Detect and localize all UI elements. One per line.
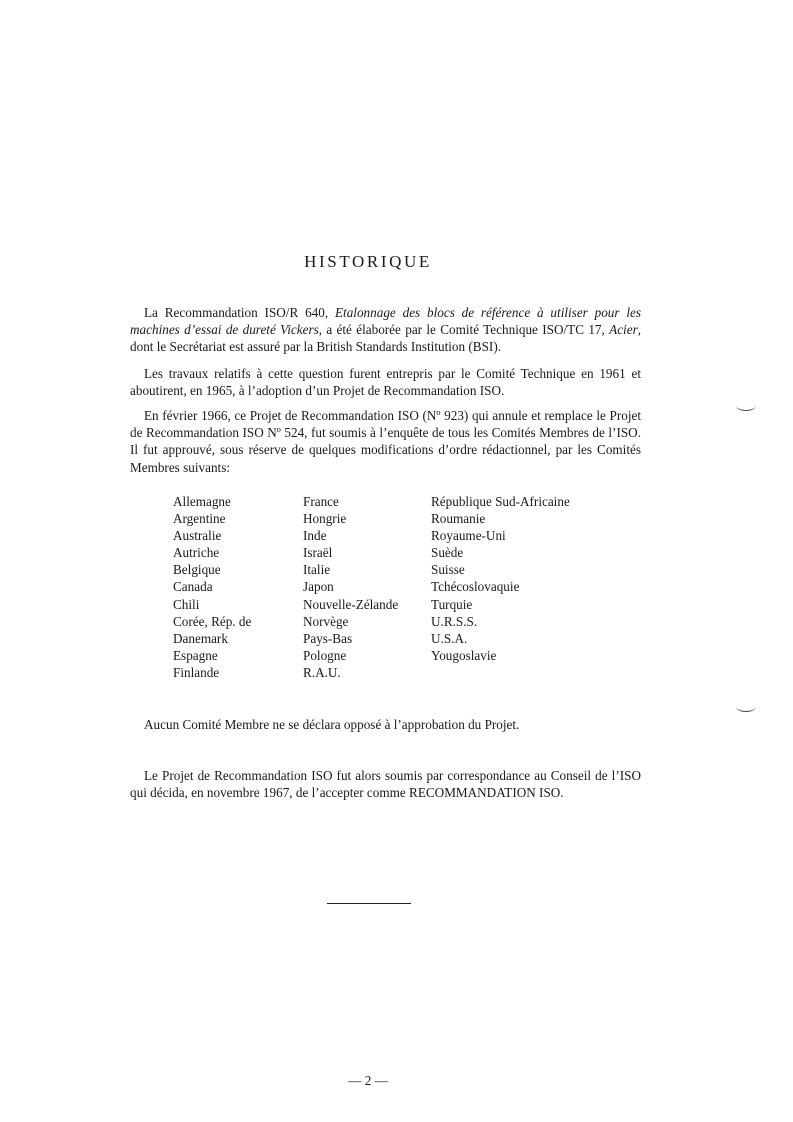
country-item: Hongrie — [303, 511, 347, 527]
country-item: Tchécoslovaquie — [431, 579, 520, 595]
country-item: Suisse — [431, 562, 465, 578]
country-item: Inde — [303, 528, 327, 544]
section-divider — [327, 903, 411, 904]
margin-mark — [736, 400, 756, 411]
country-item: Allemagne — [173, 494, 231, 509]
page-number: — 2 — — [348, 1073, 388, 1088]
page-title: HISTORIQUE — [304, 252, 432, 271]
country-item: Danemark — [173, 630, 228, 646]
country-column-2 — [303, 493, 398, 681]
country-item: Nouvelle-Zélande — [303, 596, 399, 612]
country-item: Japon — [303, 579, 334, 595]
country-item: Royaume-Uni — [431, 528, 506, 544]
country-item: Yougoslavie — [431, 647, 497, 663]
country-item: Chili — [173, 596, 200, 612]
country-item: Autriche — [173, 545, 220, 561]
paragraph-aucun-oppose: Aucun Comité Membre ne se déclara opposé à l’approbation du Projet. — [144, 717, 520, 732]
country-item: Pologne — [303, 647, 347, 663]
para1-text-a: La Recommandation ISO/R 640, — [144, 305, 335, 320]
country-item: France — [303, 494, 339, 509]
paragraph-recommendation — [130, 304, 641, 356]
country-item: Suède — [431, 545, 464, 561]
para1-italic-title: Etalonnage des blocs de référence à utiliser pour les machines d’essai de dureté Vickers — [130, 305, 641, 338]
para1-text-b: , a été élaborée par le Comité Technique ISO/TC 17, — [318, 322, 610, 338]
country-item: Belgique — [173, 562, 221, 578]
country-list — [173, 493, 633, 683]
paragraph-conseil: Le Projet de Recommandation ISO fut alors soumis par correspondance au Conseil de l’ISO qui décida, en novembre 1967, de l’accepter comme RECOMMANDATION ISO. — [130, 768, 641, 801]
country-item: République Sud-Africaine — [431, 494, 570, 509]
country-item: Pays-Bas — [303, 630, 353, 646]
country-item: Espagne — [173, 647, 218, 663]
country-item: Canada — [173, 579, 213, 595]
country-item: Israël — [303, 545, 333, 561]
country-item: Corée, Rép. de — [173, 613, 252, 629]
country-item: R.A.U. — [303, 664, 341, 680]
paragraph-travaux: Les travaux relatifs à cette question furent entrepris par le Comité Technique en 1961 et aboutirent, en 1965, à l’adoption d’un Projet de Recommandation ISO. — [130, 366, 641, 399]
country-item: Italie — [303, 562, 331, 578]
para1-italic-acier: Acier — [609, 322, 638, 338]
country-item: Norvège — [303, 613, 349, 629]
paragraph-enquete: En février 1966, ce Projet de Recommandation ISO (Nº 923) qui annule et remplace le Projet de Recommandation ISO Nº 524, fut soumis à l’enquête de tous les Comités Membres de l’ISO. Il fut approuvé, sous réserve de quelques modifications d’ordre rédactionnel, par les Comités Membres suivants: — [130, 408, 641, 475]
country-column-3 — [431, 493, 570, 664]
country-item: U.R.S.S. — [431, 613, 478, 629]
country-item: Australie — [173, 528, 222, 544]
country-column-1 — [173, 493, 251, 681]
country-item: Roumanie — [431, 511, 486, 527]
country-item: U.S.A. — [431, 630, 468, 646]
country-item: Argentine — [173, 511, 226, 527]
country-item: Finlande — [173, 664, 220, 680]
country-item: Turquie — [431, 596, 473, 612]
margin-mark — [736, 701, 756, 712]
para1-text-c: , dont le Secrétariat est assuré par la British Standards Institution (BSI). — [130, 322, 641, 355]
